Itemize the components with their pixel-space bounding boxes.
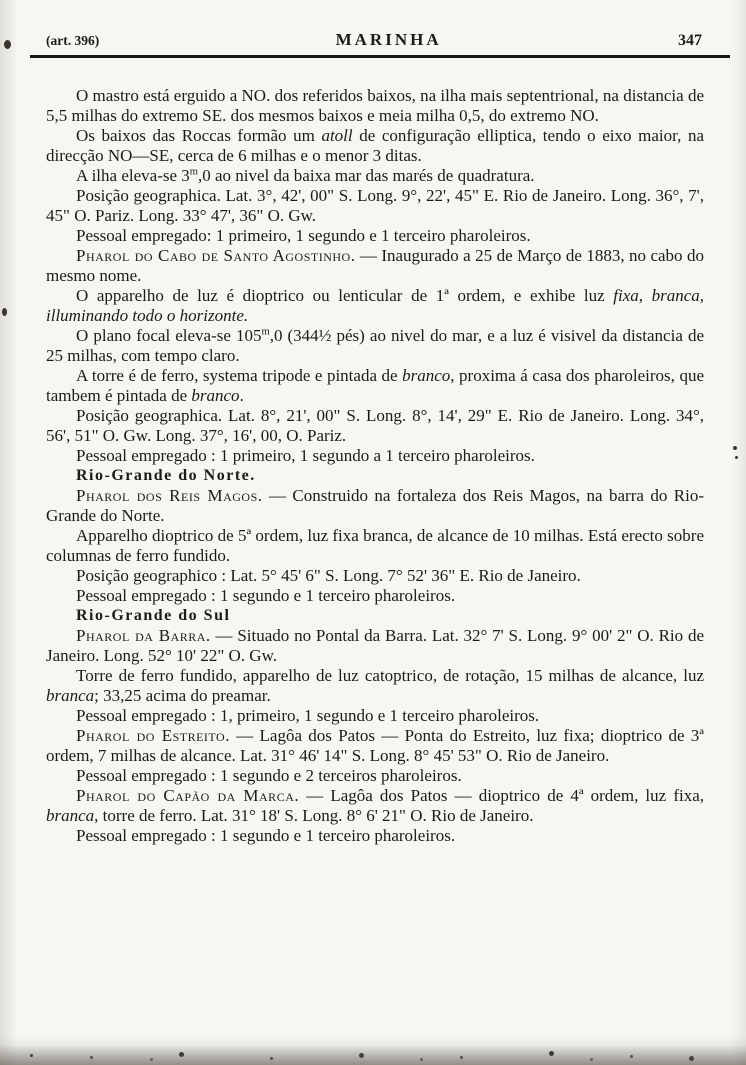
entry-title: Pharol do Capão da Marca. (76, 786, 300, 805)
paragraph (46, 226, 704, 246)
text-segment: O apparelho de luz é dioptrico ou lenticular de 1ª ordem, e exhibe luz (76, 286, 614, 305)
text-segment: Posição geographica. Lat. 8°, 21', 00" S. Long. 8°, 14', 29" E. Rio de Janeiro. Long. 34°, 56', 51" O. Gw. Long. 37°, 16', 00, O. Pariz. (46, 406, 704, 445)
text-segment: Pessoal empregado : 1, primeiro, 1 segundo e 1 terceiro pharoleiros. (76, 706, 540, 725)
paragraph (46, 326, 704, 366)
text-segment: Rio-Grande do Sul (76, 607, 231, 624)
scan-artifact (735, 456, 738, 459)
text-segment: O plano focal eleva-se 105 (76, 326, 262, 345)
paragraph (46, 666, 704, 706)
text-segment: — Lagôa dos Patos — Ponta do Estreito, luz fixa; dioptrico de 3ª ordem, 7 milhas de alcance. Lat. 31° 46' 14" S. Long. 8° 45' 53" O. Rio de Janeiro. (46, 726, 705, 765)
text-segment: ,0 ao nivel da baixa mar das marés de quadratura. (197, 166, 535, 185)
text-segment: Torre de ferro fundido, apparelho de luz catoptrico, de rotação, 15 milhas de alcance, luz (76, 666, 704, 685)
paragraph (46, 406, 704, 446)
paragraph (46, 366, 704, 406)
text-segment: — Construido na fortaleza dos Reis Magos, na barra do Rio-Grande do Norte. (46, 486, 705, 525)
entry-title: Pharol da Barra. (76, 626, 211, 645)
text-segment: Pessoal empregado: 1 primeiro, 1 segundo e 1 terceiro pharoleiros. (76, 226, 531, 245)
entry-title: Pharol dos Reis Magos. (76, 486, 263, 505)
text-segment: , proxima á casa dos pharoleiros, que tambem é pintada de (46, 366, 704, 405)
scan-edge-bottom (0, 1045, 746, 1065)
paragraph (46, 246, 704, 286)
text-segment: de configuração elliptica, tendo o eixo maior, na direcção NO—SE, cerca de 6 milhas e o menor 3 ditas. (46, 126, 704, 165)
text-segment: atoll (321, 126, 353, 145)
text-segment: m (189, 166, 198, 178)
paragraph (46, 626, 704, 666)
paragraph (46, 526, 704, 566)
paragraph (46, 726, 704, 766)
paragraph (46, 86, 704, 126)
text-segment: — Situado no Pontal da Barra. Lat. 32° 7' S. Long. 9° 00' 2" O. Rio de Janeiro. Long. 52° 10' 22" O. Gw. (46, 626, 704, 665)
page-body (0, 58, 746, 846)
paragraph (46, 126, 704, 166)
entry-title: Pharol do Estreito. (76, 726, 230, 745)
paragraph (46, 786, 704, 826)
text-segment: . (239, 386, 244, 405)
text-segment: branca (46, 806, 95, 825)
text-segment: O mastro está erguido a NO. dos referidos baixos, na ilha mais septentrional, na distancia de 5,5 milhas do extremo SE. dos mesmos baixos e meia milha 0,5, do extremo NO. (46, 86, 704, 125)
text-segment: — Lagôa dos Patos — dioptrico de 4ª ordem, luz fixa, (299, 786, 704, 805)
text-segment: Posição geographica. Lat. 3°, 42', 00" S. Long. 9°, 22', 45" E. Rio de Janeiro. Long. 36°, 7', 45" O. Pariz. Long. 33° 47', 36" O. Gw. (46, 186, 704, 225)
article-number: (art. 396) (46, 33, 100, 48)
paragraph (46, 706, 704, 726)
paragraph (46, 186, 704, 226)
text-segment: Posição geographico : Lat. 5° 45' 6" S. Long. 7° 52' 36" E. Rio de Janeiro. (76, 566, 581, 585)
scan-artifact (733, 446, 737, 450)
text-segment: A torre é de ferro, systema tripode e pintada de (76, 366, 403, 385)
text-segment: m (261, 326, 270, 338)
text-segment: Pessoal empregado : 1 primeiro, 1 segundo a 1 terceiro pharoleiros. (76, 446, 535, 465)
text-segment: , torre de ferro. Lat. 31° 18' S. Long. 8° 6' 21" O. Rio de Janeiro. (94, 806, 534, 825)
scan-artifact (4, 40, 11, 49)
paragraph (46, 446, 704, 466)
text-segment: Apparelho dioptrico de 5ª ordem, luz fixa branca, de alcance de 10 milhas. Está erecto sobre columnas de ferro fundido. (46, 526, 704, 565)
entry-title: Pharol do Cabo de Santo Agostinho. (76, 246, 356, 265)
text-segment: branco (191, 386, 240, 405)
paragraph (46, 486, 704, 526)
text-segment: branco (402, 366, 451, 385)
text-segment: Pessoal empregado : 1 segundo e 2 terceiros pharoleiros. (76, 766, 462, 785)
text-segment: A ilha eleva-se 3 (76, 166, 190, 185)
text-segment: fixa, branca, illuminando todo o horizonte. (46, 286, 705, 325)
scan-artifact (2, 308, 7, 316)
text-segment: — Inaugurado a 25 de Março de 1883, no cabo do mesmo nome. (46, 246, 704, 285)
paragraph (46, 586, 704, 606)
text-segment: branca (46, 686, 95, 705)
section-heading (46, 466, 704, 486)
paragraph (46, 826, 704, 846)
page-title: MARINHA (335, 30, 442, 49)
text-segment: Os baixos das Roccas formão um (76, 126, 322, 145)
running-header (0, 0, 746, 53)
text-segment: ; 33,25 acima do preamar. (94, 686, 271, 705)
paragraph (46, 166, 704, 186)
text-segment: Pessoal empregado : 1 segundo e 1 terceiro pharoleiros. (76, 586, 456, 605)
scan-noise (30, 1054, 33, 1057)
text-segment: Pessoal empregado : 1 segundo e 1 terceiro pharoleiros. (76, 826, 456, 845)
paragraph (46, 286, 704, 326)
text-segment: ,0 (344½ pés) ao nivel do mar, e a luz é visivel da distancia de 25 milhas, com tempo claro. (46, 326, 704, 365)
paragraph (46, 766, 704, 786)
page-number: 347 (677, 32, 702, 49)
paragraph (46, 566, 704, 586)
text-segment: Rio-Grande do Norte. (76, 467, 256, 484)
section-heading (46, 606, 704, 626)
